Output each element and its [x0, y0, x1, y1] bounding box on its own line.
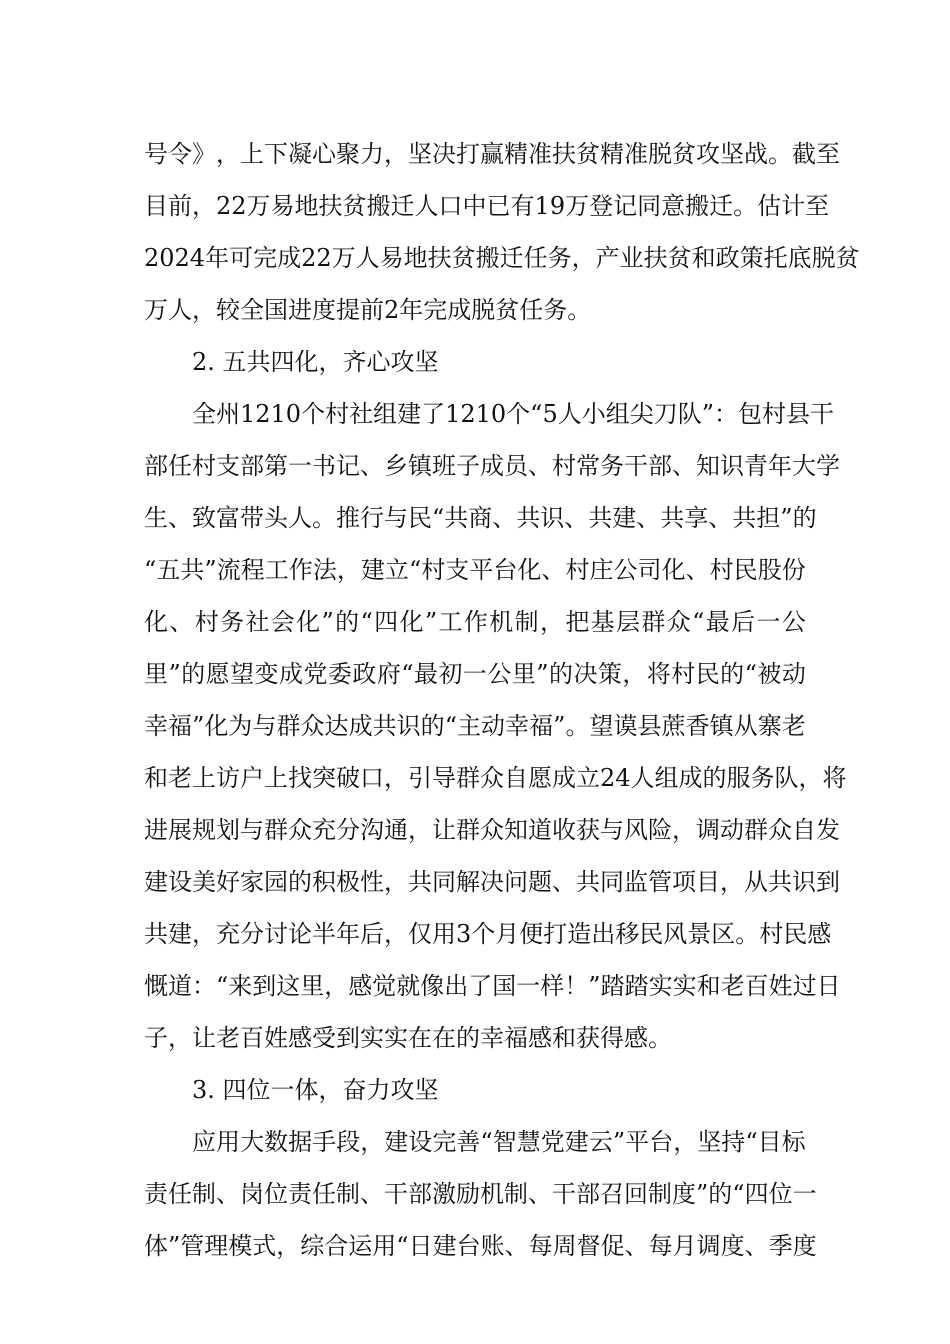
- text-line: 生 、 致 富 带 头 人 。 推 行 与 民 “ 共 商 、 共 识 、 共 建 、 共 享 、 共 担 ” 的: [144, 504, 817, 532]
- text-line: 号 令 》 ， 上 下 凝 心 聚 力 ， 坚 决 打 赢 精 准 扶 贫 精 准 脱 贫 攻 坚 战 。 截 至: [144, 140, 840, 168]
- text-line: 目 前 ， 22 万 易 地 扶 贫 搬 迁 人 口 中 已 有 19 万 登 记 同 意 搬 迁 。 估 计 至: [144, 192, 830, 220]
- document-body: [144, 128, 860, 1272]
- text-line: 万人，较全国进度提前2年完成脱贫任务。: [144, 296, 592, 324]
- text-line: 应 用 大 数 据 手 段 ， 建 设 完 善 “ 智 慧 党 建 云 ” 平 台 ， 坚 持 “ 目 标: [192, 1128, 806, 1156]
- text-line: 和 老 上 访 户 上 找 突 破 口 ， 引 导 群 众 自 愿 成 立 24 人 组 成 的 服 务 队 ， 将: [144, 764, 847, 792]
- text-line: 化 、 村 务 社 会 化 ” 的 “ 四 化 ” 工 作 机 制 ， 把 基 层 群 众 “ 最 后 一 公: [144, 608, 806, 636]
- section-heading: 2. 五共四化，齐心攻坚: [192, 348, 439, 376]
- text-line: 部 任 村 支 部 第 一 书 记 、 乡 镇 班 子 成 员 、 村 常 务 干 部 、 知 识 青 年 大 学: [144, 452, 840, 480]
- text-line: “ 五 共 ” 流 程 工 作 法 ， 建 立 “ 村 支 平 台 化 、 村 庄 公 司 化 、 村 民 股 份: [144, 556, 806, 584]
- text-line: 全 州 1210 个 村 社 组 建 了 1210 个 “ 5 人 小 组 尖 刀 队 ” ： 包 村 县 干: [192, 400, 834, 428]
- text-line: 里 ” 的 愿 望 变 成 党 委 政 府 “ 最 初 一 公 里 ” 的 决 策 ， 将 村 民 的 “ 被 动: [144, 660, 806, 688]
- text-line: 2024 年 可 完 成 22 万 人 易 地 扶 贫 搬 迁 任 务 ， 产 业 扶 贫 和 政 策 托 底 脱 贫: [144, 244, 860, 272]
- text-line: 建 设 美 好 家 园 的 积 极 性 ， 共 同 解 决 问 题 、 共 同 监 管 项 目 ， 从 共 识 到: [144, 868, 840, 896]
- text-line: 共 建 ， 充 分 讨 论 半 年 后 ， 仅 用 3 个 月 便 打 造 出 移 民 风 景 区 。 村 民 感: [144, 920, 832, 948]
- text-line: 责 任 制 、 岗 位 责 任 制 、 干 部 激 励 机 制 、 干 部 召 回 制 度 ” 的 “ 四 位 一: [144, 1180, 817, 1208]
- section-heading: 3. 四位一体，奋力攻坚: [192, 1076, 439, 1104]
- text-line: 体 ” 管 理 模 式 ， 综 合 运 用 “ 日 建 台 账 、 每 周 督 促 、 每 月 调 度 、 季 度: [144, 1232, 817, 1260]
- text-line: 幸 福 ” 化 为 与 群 众 达 成 共 识 的 “ 主 动 幸 福 ” 。 望 谟 县 蔗 香 镇 从 寨 老: [144, 712, 806, 740]
- text-line: 子，让老百姓感受到实实在在的幸福感和获得感。: [144, 1024, 672, 1052]
- text-line: 慨 道 ： “ 来 到 这 里 ， 感 觉 就 像 出 了 国 一 样 ！ ” 踏 踏 实 实 和 老 百 姓 过 日: [144, 972, 841, 1000]
- text-line: 进 展 规 划 与 群 众 充 分 沟 通 ， 让 群 众 知 道 收 获 与 风 险 ， 调 动 群 众 自 发: [144, 816, 840, 844]
